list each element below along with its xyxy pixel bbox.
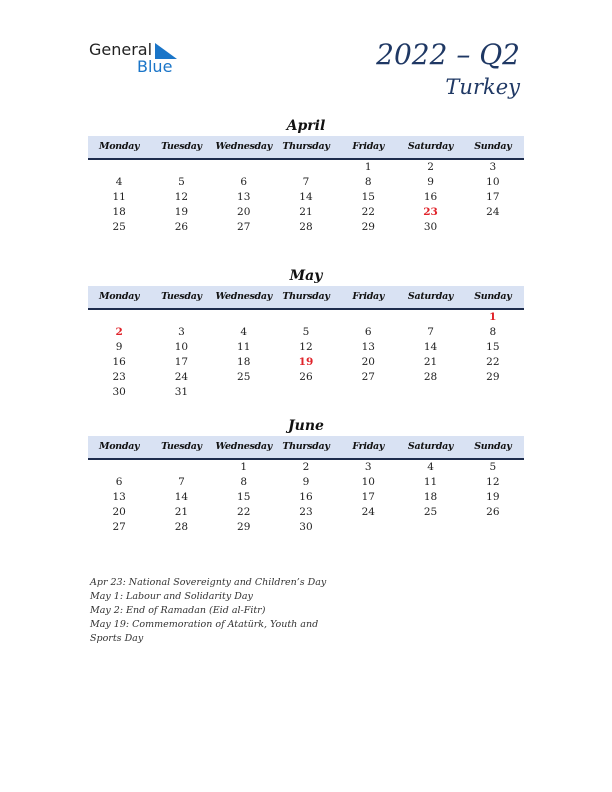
weekday-label: Thursday — [282, 441, 330, 452]
month-may — [88, 266, 524, 400]
weekday-header — [88, 286, 524, 310]
day-cell: 16 — [423, 191, 438, 203]
empty-day-cell — [275, 160, 337, 175]
day-cell: 6 — [115, 476, 123, 488]
weekday-label: Tuesday — [161, 441, 202, 452]
day-cell: 4 — [115, 176, 123, 188]
weekday-label: Friday — [352, 441, 385, 452]
day-cell: 14 — [423, 341, 438, 353]
day-cell: 25 — [423, 506, 438, 518]
month-title: May — [289, 268, 323, 284]
day-cell: 27 — [361, 371, 375, 383]
month-grid — [88, 160, 524, 235]
week-row — [88, 205, 524, 220]
day-cell: 3 — [364, 461, 372, 473]
day-cell: 24 — [486, 206, 500, 218]
day-cell: 25 — [112, 221, 126, 233]
day-cell: 9 — [302, 476, 310, 488]
week-row — [88, 220, 524, 235]
weekday-header — [88, 436, 524, 460]
day-cell: 26 — [299, 371, 313, 383]
weekday-label: Monday — [99, 441, 140, 452]
weekday-header — [88, 136, 524, 160]
day-cell: 29 — [486, 371, 500, 383]
holiday-note: May 2: End of Ramadan (Eid al-Fitr) — [90, 605, 266, 616]
logo-text-general: General — [89, 40, 153, 59]
generalblue-logo — [89, 40, 189, 76]
day-cell: 7 — [427, 326, 434, 338]
empty-day-cell — [150, 160, 212, 175]
day-cell: 11 — [237, 341, 251, 353]
empty-day-cell — [213, 385, 275, 400]
weekday-label: Sunday — [474, 441, 512, 452]
weekday-label: Tuesday — [161, 291, 202, 302]
day-cell: 16 — [299, 491, 313, 503]
page-title: 2022 – Q2 — [376, 38, 520, 71]
holiday-day-cell: 19 — [298, 356, 314, 368]
day-cell: 17 — [361, 491, 375, 503]
logo-text-blue: Blue — [137, 57, 173, 76]
day-cell: 8 — [364, 176, 372, 188]
empty-day-cell — [462, 385, 524, 400]
day-cell: 2 — [302, 461, 310, 473]
day-cell: 1 — [364, 161, 372, 173]
day-cell: 6 — [240, 176, 248, 188]
day-cell: 5 — [489, 461, 497, 473]
weekday-label: Wednesday — [215, 441, 272, 452]
week-row — [88, 325, 524, 340]
holiday-note: May 1: Labour and Solidarity Day — [90, 591, 253, 602]
day-cell: 19 — [486, 491, 500, 503]
empty-day-cell — [337, 310, 399, 325]
weekday-label: Sunday — [474, 141, 512, 152]
day-cell: 25 — [237, 371, 251, 383]
day-cell: 14 — [174, 491, 189, 503]
day-cell: 8 — [240, 476, 248, 488]
day-cell: 17 — [174, 356, 189, 368]
week-row — [88, 505, 524, 520]
day-cell: 26 — [486, 506, 500, 518]
empty-day-cell — [150, 460, 212, 475]
day-cell: 12 — [486, 476, 500, 488]
month-grid — [88, 460, 524, 535]
day-cell: 14 — [299, 191, 313, 203]
weekday-label: Thursday — [282, 291, 330, 302]
empty-day-cell — [275, 310, 337, 325]
day-cell: 7 — [178, 476, 185, 488]
day-cell: 16 — [112, 356, 126, 368]
week-row — [88, 190, 524, 205]
day-cell: 15 — [486, 341, 500, 353]
week-row — [88, 490, 524, 505]
day-cell: 18 — [112, 206, 126, 218]
day-cell: 3 — [178, 326, 185, 338]
day-cell: 29 — [361, 221, 375, 233]
week-row — [88, 160, 524, 175]
day-cell: 12 — [299, 341, 313, 353]
day-cell: 18 — [237, 356, 251, 368]
day-cell: 30 — [423, 221, 438, 233]
empty-day-cell — [213, 310, 275, 325]
day-cell: 11 — [112, 191, 126, 203]
week-row — [88, 340, 524, 355]
day-cell: 21 — [299, 206, 313, 218]
day-cell: 1 — [240, 461, 248, 473]
weekday-label: Saturday — [407, 141, 454, 152]
month-grid — [88, 310, 524, 400]
week-row — [88, 310, 524, 325]
day-cell: 8 — [489, 326, 497, 338]
day-cell: 4 — [427, 461, 434, 473]
day-cell: 31 — [174, 386, 189, 398]
day-cell: 29 — [237, 521, 251, 533]
holiday-day-cell: 23 — [423, 206, 438, 218]
day-cell: 23 — [299, 506, 313, 518]
day-cell: 17 — [486, 191, 500, 203]
weekday-label: Wednesday — [215, 141, 272, 152]
day-cell: 24 — [361, 506, 375, 518]
weekday-label: Monday — [99, 291, 140, 302]
weekday-label: Friday — [352, 141, 385, 152]
day-cell: 22 — [237, 506, 251, 518]
weekday-label: Monday — [99, 141, 140, 152]
empty-day-cell — [88, 160, 150, 175]
week-row — [88, 370, 524, 385]
empty-day-cell — [150, 310, 212, 325]
day-cell: 21 — [174, 506, 189, 518]
day-cell: 19 — [174, 206, 189, 218]
weekday-label: Wednesday — [215, 291, 272, 302]
day-cell: 2 — [427, 161, 434, 173]
empty-day-cell — [399, 520, 461, 535]
day-cell: 10 — [174, 341, 189, 353]
empty-day-cell — [337, 520, 399, 535]
week-row — [88, 175, 524, 190]
day-cell: 20 — [361, 356, 375, 368]
day-cell: 12 — [174, 191, 189, 203]
month-june — [88, 416, 524, 535]
empty-day-cell — [275, 385, 337, 400]
day-cell: 18 — [423, 491, 438, 503]
day-cell: 28 — [423, 371, 438, 383]
day-cell: 7 — [302, 176, 310, 188]
holiday-day-cell: 2 — [115, 326, 123, 338]
weekday-label: Tuesday — [161, 141, 202, 152]
day-cell: 22 — [486, 356, 500, 368]
month-april — [88, 116, 524, 235]
weekday-label: Sunday — [474, 291, 512, 302]
day-cell: 4 — [240, 326, 248, 338]
day-cell: 10 — [361, 476, 375, 488]
empty-day-cell — [88, 460, 150, 475]
week-row — [88, 520, 524, 535]
day-cell: 9 — [427, 176, 434, 188]
day-cell: 13 — [237, 191, 251, 203]
day-cell: 27 — [112, 521, 126, 533]
empty-day-cell — [399, 385, 461, 400]
day-cell: 26 — [174, 221, 189, 233]
day-cell: 15 — [237, 491, 251, 503]
day-cell: 23 — [112, 371, 126, 383]
day-cell: 15 — [361, 191, 375, 203]
day-cell: 6 — [364, 326, 372, 338]
day-cell: 22 — [361, 206, 375, 218]
day-cell: 11 — [423, 476, 438, 488]
day-cell: 30 — [299, 521, 313, 533]
day-cell: 28 — [174, 521, 189, 533]
day-cell: 21 — [423, 356, 438, 368]
day-cell: 20 — [112, 506, 126, 518]
holiday-note: May 19: Commemoration of Atatürk, Youth and Sports Day — [90, 619, 319, 644]
empty-day-cell — [399, 310, 461, 325]
holiday-day-cell: 1 — [489, 311, 497, 323]
day-cell: 9 — [115, 341, 123, 353]
day-cell: 3 — [489, 161, 497, 173]
holiday-notes — [90, 576, 340, 646]
holiday-note: Apr 23: National Sovereignty and Children’s Day — [90, 577, 327, 588]
empty-day-cell — [213, 160, 275, 175]
weekday-label: Saturday — [407, 291, 454, 302]
day-cell: 24 — [174, 371, 189, 383]
day-cell: 30 — [112, 386, 126, 398]
week-row — [88, 355, 524, 370]
empty-day-cell — [88, 310, 150, 325]
day-cell: 28 — [299, 221, 313, 233]
country-name: Turkey — [445, 75, 520, 99]
day-cell: 27 — [237, 221, 251, 233]
week-row — [88, 460, 524, 475]
day-cell: 20 — [237, 206, 251, 218]
weekday-label: Thursday — [282, 141, 330, 152]
month-title: June — [288, 418, 324, 434]
empty-day-cell — [462, 220, 524, 235]
week-row — [88, 475, 524, 490]
week-row — [88, 385, 524, 400]
weekday-label: Friday — [352, 291, 385, 302]
empty-day-cell — [337, 385, 399, 400]
day-cell: 13 — [361, 341, 375, 353]
day-cell: 5 — [302, 326, 310, 338]
day-cell: 13 — [112, 491, 126, 503]
day-cell: 10 — [486, 176, 500, 188]
day-cell: 5 — [178, 176, 185, 188]
weekday-label: Saturday — [407, 441, 454, 452]
month-title: April — [286, 118, 326, 134]
empty-day-cell — [462, 520, 524, 535]
